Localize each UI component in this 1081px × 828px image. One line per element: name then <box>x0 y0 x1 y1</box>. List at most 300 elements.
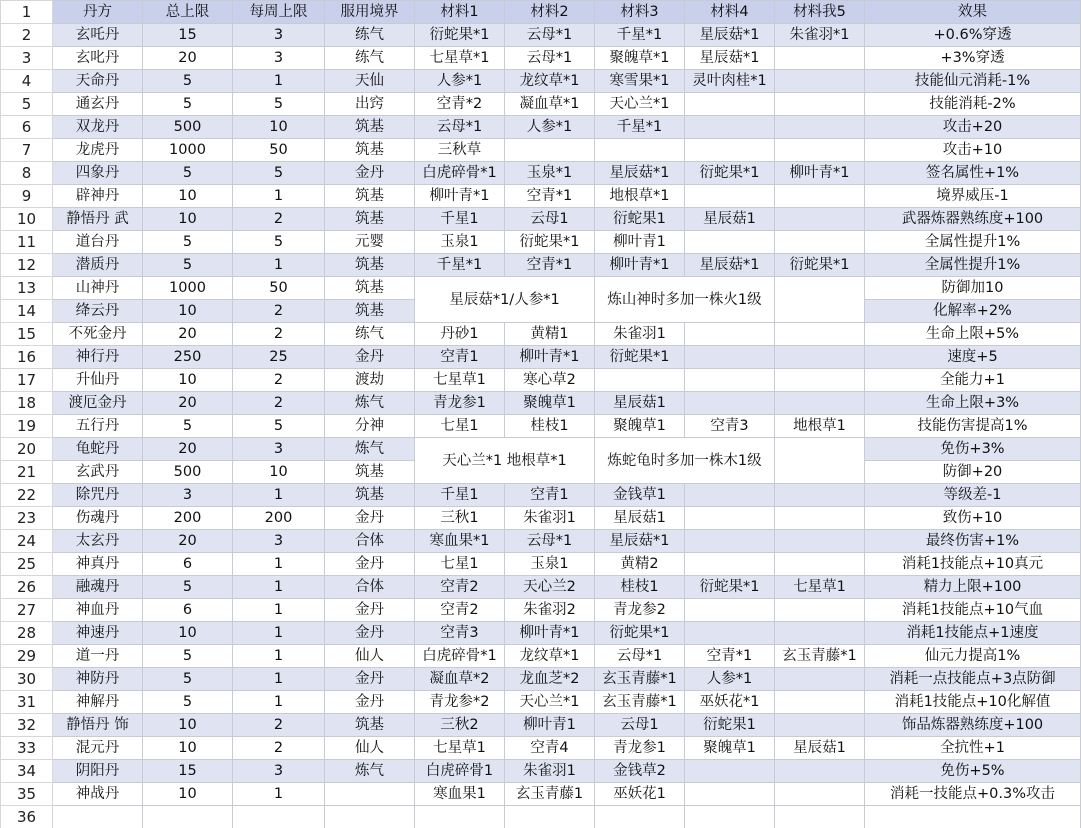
table-cell[interactable]: 分神 <box>325 415 415 438</box>
table-cell[interactable]: 5 <box>143 70 233 93</box>
merged-material-cell[interactable]: 天心兰*1 地根草*1 <box>415 438 595 484</box>
table-cell[interactable]: 伤魂丹 <box>53 507 143 530</box>
table-cell[interactable]: 星辰菇1 <box>595 392 685 415</box>
table-cell[interactable]: 1 <box>233 576 325 599</box>
table-cell[interactable]: 1 <box>233 484 325 507</box>
table-cell[interactable]: 消耗一点技能点+3点防御 <box>865 668 1081 691</box>
table-cell[interactable]: +0.6%穿透 <box>865 24 1081 47</box>
table-cell[interactable]: 丹砂1 <box>415 323 505 346</box>
table-cell[interactable]: 1 <box>233 553 325 576</box>
table-cell[interactable]: 5 <box>233 231 325 254</box>
table-cell[interactable]: 神解丹 <box>53 691 143 714</box>
table-cell[interactable]: 衍蛇果*1 <box>595 622 685 645</box>
table-cell[interactable]: 3 <box>233 24 325 47</box>
table-cell[interactable]: 仙人 <box>325 737 415 760</box>
table-cell[interactable]: 龙纹草*1 <box>505 70 595 93</box>
table-cell[interactable]: 星辰菇1 <box>685 208 775 231</box>
table-cell[interactable]: 20 <box>143 438 233 461</box>
row-number[interactable]: 34 <box>1 760 53 783</box>
row-number[interactable]: 13 <box>1 277 53 300</box>
table-cell[interactable]: 5 <box>143 645 233 668</box>
table-cell[interactable]: 生命上限+3% <box>865 392 1081 415</box>
table-cell[interactable] <box>775 47 865 70</box>
table-cell[interactable] <box>685 553 775 576</box>
table-cell[interactable]: 天心兰*1 <box>505 691 595 714</box>
table-cell[interactable]: 5 <box>143 254 233 277</box>
table-cell[interactable]: 黄精2 <box>595 553 685 576</box>
table-cell[interactable]: 千星1 <box>415 484 505 507</box>
table-cell[interactable]: 玄玉青藤*1 <box>595 691 685 714</box>
table-cell[interactable] <box>775 622 865 645</box>
row-number[interactable]: 16 <box>1 346 53 369</box>
row-number[interactable]: 10 <box>1 208 53 231</box>
row-number[interactable]: 5 <box>1 93 53 116</box>
table-cell[interactable]: 精力上限+100 <box>865 576 1081 599</box>
table-cell[interactable]: 柳叶青*1 <box>775 162 865 185</box>
table-cell[interactable]: 三秋草 <box>415 139 505 162</box>
table-cell[interactable]: 练气 <box>325 323 415 346</box>
table-cell[interactable] <box>685 783 775 806</box>
table-cell[interactable]: 金丹 <box>325 346 415 369</box>
table-cell[interactable]: 七星草*1 <box>415 47 505 70</box>
table-cell[interactable]: 道台丹 <box>53 231 143 254</box>
table-cell[interactable]: 练气 <box>325 24 415 47</box>
table-cell[interactable]: 空青3 <box>415 622 505 645</box>
table-cell[interactable]: 筑基 <box>325 139 415 162</box>
table-cell[interactable]: 3 <box>233 47 325 70</box>
table-cell[interactable]: 20 <box>143 323 233 346</box>
table-cell[interactable]: 筑基 <box>325 484 415 507</box>
table-cell[interactable]: 5 <box>143 162 233 185</box>
table-cell[interactable]: 寒血果*1 <box>415 530 505 553</box>
table-cell[interactable]: 5 <box>143 93 233 116</box>
table-cell[interactable]: 空青1 <box>415 346 505 369</box>
table-cell[interactable] <box>685 484 775 507</box>
table-cell[interactable]: 朱雀羽1 <box>505 760 595 783</box>
table-cell[interactable] <box>775 392 865 415</box>
table-cell[interactable] <box>415 806 505 828</box>
table-cell[interactable]: 寒心草2 <box>505 369 595 392</box>
table-cell[interactable]: 全属性提升1% <box>865 231 1081 254</box>
table-cell[interactable]: 签名属性+1% <box>865 162 1081 185</box>
row-number[interactable]: 21 <box>1 461 53 484</box>
table-cell[interactable]: 地根草*1 <box>595 185 685 208</box>
table-cell[interactable]: 20 <box>143 530 233 553</box>
row-number[interactable]: 17 <box>1 369 53 392</box>
table-cell[interactable]: 500 <box>143 116 233 139</box>
table-cell[interactable] <box>775 484 865 507</box>
row-number[interactable]: 19 <box>1 415 53 438</box>
table-cell[interactable]: 云母1 <box>595 714 685 737</box>
row-number[interactable]: 20 <box>1 438 53 461</box>
table-cell[interactable]: 玉泉1 <box>505 553 595 576</box>
table-cell[interactable]: 白虎碎骨*1 <box>415 645 505 668</box>
table-cell[interactable]: 衍蛇果*1 <box>595 346 685 369</box>
table-cell[interactable]: 玄叱丹 <box>53 47 143 70</box>
table-cell[interactable] <box>53 806 143 828</box>
table-cell[interactable] <box>505 139 595 162</box>
table-cell[interactable]: 巫妖花1 <box>595 783 685 806</box>
table-cell[interactable]: 3 <box>233 760 325 783</box>
row-number[interactable]: 29 <box>1 645 53 668</box>
table-cell[interactable]: 融魂丹 <box>53 576 143 599</box>
table-cell[interactable]: 云母1 <box>505 208 595 231</box>
table-cell[interactable] <box>233 806 325 828</box>
table-cell[interactable]: 10 <box>143 737 233 760</box>
table-cell[interactable]: 1 <box>233 622 325 645</box>
table-cell[interactable]: 人参*1 <box>685 668 775 691</box>
table-cell[interactable]: 6 <box>143 599 233 622</box>
table-cell[interactable]: 10 <box>143 300 233 323</box>
table-cell[interactable] <box>685 760 775 783</box>
table-cell[interactable] <box>775 323 865 346</box>
table-cell[interactable]: 金丹 <box>325 691 415 714</box>
row-number[interactable]: 8 <box>1 162 53 185</box>
table-cell[interactable]: 防御+20 <box>865 461 1081 484</box>
table-cell[interactable]: 人参*1 <box>505 116 595 139</box>
table-cell[interactable] <box>775 806 865 828</box>
table-cell[interactable]: 50 <box>233 277 325 300</box>
table-cell[interactable]: 筑基 <box>325 185 415 208</box>
table-cell[interactable]: 1 <box>233 254 325 277</box>
table-cell[interactable] <box>775 139 865 162</box>
table-cell[interactable]: 攻击+20 <box>865 116 1081 139</box>
table-cell[interactable]: 空青1 <box>505 484 595 507</box>
table-cell[interactable]: 境界威压-1 <box>865 185 1081 208</box>
table-cell[interactable]: 15 <box>143 760 233 783</box>
table-cell[interactable] <box>775 507 865 530</box>
table-cell[interactable]: 柳叶青1 <box>595 231 685 254</box>
table-cell[interactable]: 炼气 <box>325 760 415 783</box>
table-cell[interactable]: 化解率+2% <box>865 300 1081 323</box>
table-cell[interactable] <box>775 185 865 208</box>
table-cell[interactable] <box>685 346 775 369</box>
table-cell[interactable]: 寒雪果*1 <box>595 70 685 93</box>
column-header[interactable]: 每周上限 <box>233 1 325 24</box>
table-cell[interactable]: 玄玉青藤*1 <box>595 668 685 691</box>
table-cell[interactable]: 星辰菇*1 <box>685 254 775 277</box>
table-cell[interactable]: 筑基 <box>325 461 415 484</box>
row-number[interactable]: 7 <box>1 139 53 162</box>
table-cell[interactable]: 20 <box>143 392 233 415</box>
table-cell[interactable]: 技能消耗-2% <box>865 93 1081 116</box>
table-cell[interactable]: 5 <box>143 668 233 691</box>
table-cell[interactable] <box>775 668 865 691</box>
row-number[interactable]: 31 <box>1 691 53 714</box>
row-number[interactable]: 18 <box>1 392 53 415</box>
table-cell[interactable]: 空青*1 <box>685 645 775 668</box>
table-cell[interactable]: 巫妖花*1 <box>685 691 775 714</box>
table-cell[interactable]: 空青2 <box>415 599 505 622</box>
table-cell[interactable]: 衍蛇果1 <box>685 714 775 737</box>
table-cell[interactable]: 3 <box>233 438 325 461</box>
table-cell[interactable]: 四象丹 <box>53 162 143 185</box>
table-cell[interactable]: 混元丹 <box>53 737 143 760</box>
row-number[interactable]: 2 <box>1 24 53 47</box>
table-cell[interactable]: 筑基 <box>325 714 415 737</box>
table-cell[interactable]: 神战丹 <box>53 783 143 806</box>
table-cell[interactable]: 衍蛇果*1 <box>685 162 775 185</box>
table-cell[interactable]: 出窍 <box>325 93 415 116</box>
table-cell[interactable]: 1 <box>233 691 325 714</box>
table-cell[interactable]: 10 <box>233 116 325 139</box>
table-cell[interactable] <box>685 116 775 139</box>
table-cell[interactable] <box>775 783 865 806</box>
table-cell[interactable]: 空青*1 <box>505 254 595 277</box>
table-cell[interactable]: 星辰菇*1 <box>595 530 685 553</box>
table-cell[interactable]: 元婴 <box>325 231 415 254</box>
table-cell[interactable]: 200 <box>143 507 233 530</box>
table-cell[interactable]: 衍蛇果*1 <box>505 231 595 254</box>
table-cell[interactable]: 黄精1 <box>505 323 595 346</box>
table-cell[interactable]: 龙血芝*2 <box>505 668 595 691</box>
table-cell[interactable]: 衍蛇果*1 <box>685 576 775 599</box>
table-cell[interactable]: 空青4 <box>505 737 595 760</box>
table-cell[interactable]: 太玄丹 <box>53 530 143 553</box>
table-cell[interactable]: 1 <box>233 645 325 668</box>
table-cell[interactable]: 天命丹 <box>53 70 143 93</box>
table-cell[interactable]: 2 <box>233 323 325 346</box>
row-number[interactable]: 3 <box>1 47 53 70</box>
row-number[interactable]: 6 <box>1 116 53 139</box>
table-cell[interactable]: 合体 <box>325 576 415 599</box>
table-cell[interactable]: 衍蛇果*1 <box>415 24 505 47</box>
table-cell[interactable]: 技能仙元消耗-1% <box>865 70 1081 93</box>
table-cell[interactable] <box>685 599 775 622</box>
table-cell[interactable]: 桂枝1 <box>595 576 685 599</box>
table-cell[interactable]: 静悟丹 饰 <box>53 714 143 737</box>
table-cell[interactable]: 聚魄草*1 <box>595 47 685 70</box>
row-number[interactable]: 32 <box>1 714 53 737</box>
table-cell[interactable]: 静悟丹 武 <box>53 208 143 231</box>
table-cell[interactable]: 免伤+5% <box>865 760 1081 783</box>
table-cell[interactable] <box>325 806 415 828</box>
merged-note-cell[interactable]: 炼蛇龟时多加一株木1级 <box>595 438 775 484</box>
table-cell[interactable]: 人参*1 <box>415 70 505 93</box>
table-cell[interactable]: 渡劫 <box>325 369 415 392</box>
table-cell[interactable] <box>775 691 865 714</box>
table-cell[interactable]: 10 <box>143 369 233 392</box>
table-cell[interactable] <box>775 714 865 737</box>
table-cell[interactable]: 全能力+1 <box>865 369 1081 392</box>
table-cell[interactable]: 灵叶肉桂*1 <box>685 70 775 93</box>
table-cell[interactable]: 3 <box>233 530 325 553</box>
table-cell[interactable]: 龙虎丹 <box>53 139 143 162</box>
table-cell[interactable]: 金丹 <box>325 622 415 645</box>
row-number[interactable]: 25 <box>1 553 53 576</box>
table-cell[interactable] <box>685 392 775 415</box>
table-cell[interactable]: 升仙丹 <box>53 369 143 392</box>
row-number[interactable]: 28 <box>1 622 53 645</box>
table-cell[interactable]: 七星草1 <box>415 737 505 760</box>
table-cell[interactable]: 生命上限+5% <box>865 323 1081 346</box>
table-cell[interactable]: 20 <box>143 47 233 70</box>
table-cell[interactable]: 青龙参1 <box>415 392 505 415</box>
table-cell[interactable]: 除咒丹 <box>53 484 143 507</box>
table-cell[interactable]: 10 <box>143 622 233 645</box>
table-cell[interactable]: 金丹 <box>325 668 415 691</box>
table-cell[interactable]: 玄玉青藤1 <box>505 783 595 806</box>
table-cell[interactable]: 青龙参2 <box>595 599 685 622</box>
table-cell[interactable]: 炼气 <box>325 392 415 415</box>
table-cell[interactable] <box>775 93 865 116</box>
table-cell[interactable]: 衍蛇果1 <box>595 208 685 231</box>
row-number[interactable]: 14 <box>1 300 53 323</box>
table-cell[interactable]: 金丹 <box>325 507 415 530</box>
table-cell[interactable]: 千星1 <box>415 208 505 231</box>
table-cell[interactable]: 星辰菇*1 <box>685 24 775 47</box>
table-cell[interactable]: 饰品炼器熟练度+100 <box>865 714 1081 737</box>
table-cell[interactable]: 云母*1 <box>415 116 505 139</box>
table-cell[interactable]: 空青*1 <box>505 185 595 208</box>
table-cell[interactable] <box>775 760 865 783</box>
table-cell[interactable] <box>143 806 233 828</box>
row-number[interactable]: 12 <box>1 254 53 277</box>
table-cell[interactable]: 1 <box>233 599 325 622</box>
table-cell[interactable]: 辟神丹 <box>53 185 143 208</box>
table-cell[interactable]: 朱雀羽*1 <box>775 24 865 47</box>
table-cell[interactable]: 神防丹 <box>53 668 143 691</box>
table-cell[interactable]: 聚魄草1 <box>685 737 775 760</box>
table-cell[interactable]: 25 <box>233 346 325 369</box>
table-cell[interactable]: 2 <box>233 737 325 760</box>
table-cell[interactable]: 潜质丹 <box>53 254 143 277</box>
table-cell[interactable]: 仙元力提高1% <box>865 645 1081 668</box>
table-cell[interactable]: 凝血草*1 <box>505 93 595 116</box>
table-cell[interactable]: 空青*2 <box>415 93 505 116</box>
table-cell[interactable]: 金钱草2 <box>595 760 685 783</box>
row-number[interactable]: 33 <box>1 737 53 760</box>
table-cell[interactable]: 青龙参1 <box>595 737 685 760</box>
table-cell[interactable]: 免伤+3% <box>865 438 1081 461</box>
merged-material-cell[interactable]: 星辰菇*1/人参*1 <box>415 277 595 323</box>
column-header[interactable]: 材料4 <box>685 1 775 24</box>
table-cell[interactable]: 消耗1技能点+10化解值 <box>865 691 1081 714</box>
table-cell[interactable]: 500 <box>143 461 233 484</box>
table-cell[interactable] <box>685 530 775 553</box>
row-number[interactable]: 9 <box>1 185 53 208</box>
table-cell[interactable] <box>595 139 685 162</box>
table-cell[interactable]: 10 <box>143 208 233 231</box>
table-cell[interactable]: 1000 <box>143 139 233 162</box>
table-cell[interactable]: 金钱草1 <box>595 484 685 507</box>
table-cell[interactable]: 山神丹 <box>53 277 143 300</box>
table-cell[interactable]: 千星*1 <box>595 116 685 139</box>
table-cell[interactable]: 不死金丹 <box>53 323 143 346</box>
merged-empty-cell[interactable] <box>775 277 865 323</box>
table-cell[interactable]: 金丹 <box>325 553 415 576</box>
table-cell[interactable]: 绛云丹 <box>53 300 143 323</box>
table-cell[interactable]: 1 <box>233 783 325 806</box>
table-cell[interactable]: 寒血果1 <box>415 783 505 806</box>
table-cell[interactable]: 神速丹 <box>53 622 143 645</box>
table-cell[interactable]: 天仙 <box>325 70 415 93</box>
column-header[interactable]: 丹方 <box>53 1 143 24</box>
table-cell[interactable] <box>595 806 685 828</box>
column-header[interactable]: 材料1 <box>415 1 505 24</box>
table-cell[interactable]: 金丹 <box>325 599 415 622</box>
table-cell[interactable]: 三秋1 <box>415 507 505 530</box>
column-header[interactable]: 材料2 <box>505 1 595 24</box>
table-cell[interactable]: 柳叶青1 <box>505 714 595 737</box>
table-cell[interactable] <box>685 806 775 828</box>
table-cell[interactable]: 金丹 <box>325 162 415 185</box>
table-cell[interactable] <box>595 369 685 392</box>
table-cell[interactable]: 星辰菇*1 <box>595 162 685 185</box>
table-cell[interactable]: 柳叶青*1 <box>505 622 595 645</box>
table-cell[interactable]: 5 <box>233 415 325 438</box>
table-cell[interactable]: 衍蛇果*1 <box>775 254 865 277</box>
table-cell[interactable]: 桂枝1 <box>505 415 595 438</box>
table-cell[interactable]: 柳叶青*1 <box>505 346 595 369</box>
table-cell[interactable]: +3%穿透 <box>865 47 1081 70</box>
table-cell[interactable]: 柳叶青*1 <box>595 254 685 277</box>
table-cell[interactable]: 消耗1技能点+1速度 <box>865 622 1081 645</box>
table-cell[interactable]: 朱雀羽2 <box>505 599 595 622</box>
table-cell[interactable]: 5 <box>143 415 233 438</box>
table-cell[interactable] <box>775 208 865 231</box>
row-number[interactable]: 4 <box>1 70 53 93</box>
table-cell[interactable]: 消耗1技能点+10气血 <box>865 599 1081 622</box>
table-cell[interactable] <box>775 116 865 139</box>
table-cell[interactable]: 七星1 <box>415 415 505 438</box>
table-cell[interactable]: 筑基 <box>325 208 415 231</box>
table-cell[interactable]: 最终伤害+1% <box>865 530 1081 553</box>
table-cell[interactable]: 玉泉*1 <box>505 162 595 185</box>
table-cell[interactable]: 2 <box>233 714 325 737</box>
column-header[interactable]: 服用境界 <box>325 1 415 24</box>
row-number[interactable]: 27 <box>1 599 53 622</box>
table-cell[interactable]: 七星草1 <box>415 369 505 392</box>
table-cell[interactable]: 柳叶青*1 <box>415 185 505 208</box>
table-cell[interactable] <box>775 530 865 553</box>
row-number[interactable]: 26 <box>1 576 53 599</box>
table-cell[interactable] <box>685 369 775 392</box>
table-cell[interactable]: 云母*1 <box>505 24 595 47</box>
table-cell[interactable]: 1000 <box>143 277 233 300</box>
table-cell[interactable]: 2 <box>233 208 325 231</box>
table-cell[interactable] <box>685 185 775 208</box>
table-cell[interactable]: 15 <box>143 24 233 47</box>
table-cell[interactable]: 速度+5 <box>865 346 1081 369</box>
table-cell[interactable]: 攻击+10 <box>865 139 1081 162</box>
table-cell[interactable]: 龟蛇丹 <box>53 438 143 461</box>
table-cell[interactable] <box>685 507 775 530</box>
row-number[interactable]: 1 <box>1 1 53 24</box>
table-cell[interactable]: 云母*1 <box>505 47 595 70</box>
column-header[interactable]: 总上限 <box>143 1 233 24</box>
row-number[interactable]: 23 <box>1 507 53 530</box>
table-cell[interactable] <box>685 622 775 645</box>
table-cell[interactable]: 地根草1 <box>775 415 865 438</box>
table-cell[interactable]: 云母*1 <box>595 645 685 668</box>
table-cell[interactable]: 玄玉青藤*1 <box>775 645 865 668</box>
table-cell[interactable]: 10 <box>143 714 233 737</box>
merged-note-cell[interactable]: 炼山神时多加一株火1级 <box>595 277 775 323</box>
row-number[interactable]: 35 <box>1 783 53 806</box>
table-cell[interactable]: 玄吒丹 <box>53 24 143 47</box>
table-cell[interactable]: 渡厄金丹 <box>53 392 143 415</box>
table-cell[interactable]: 200 <box>233 507 325 530</box>
row-number[interactable]: 36 <box>1 806 53 828</box>
table-cell[interactable] <box>775 369 865 392</box>
table-cell[interactable]: 聚魄草1 <box>595 415 685 438</box>
table-cell[interactable]: 250 <box>143 346 233 369</box>
table-cell[interactable]: 全抗性+1 <box>865 737 1081 760</box>
row-number[interactable]: 15 <box>1 323 53 346</box>
table-cell[interactable]: 1 <box>233 70 325 93</box>
table-cell[interactable]: 1 <box>233 668 325 691</box>
